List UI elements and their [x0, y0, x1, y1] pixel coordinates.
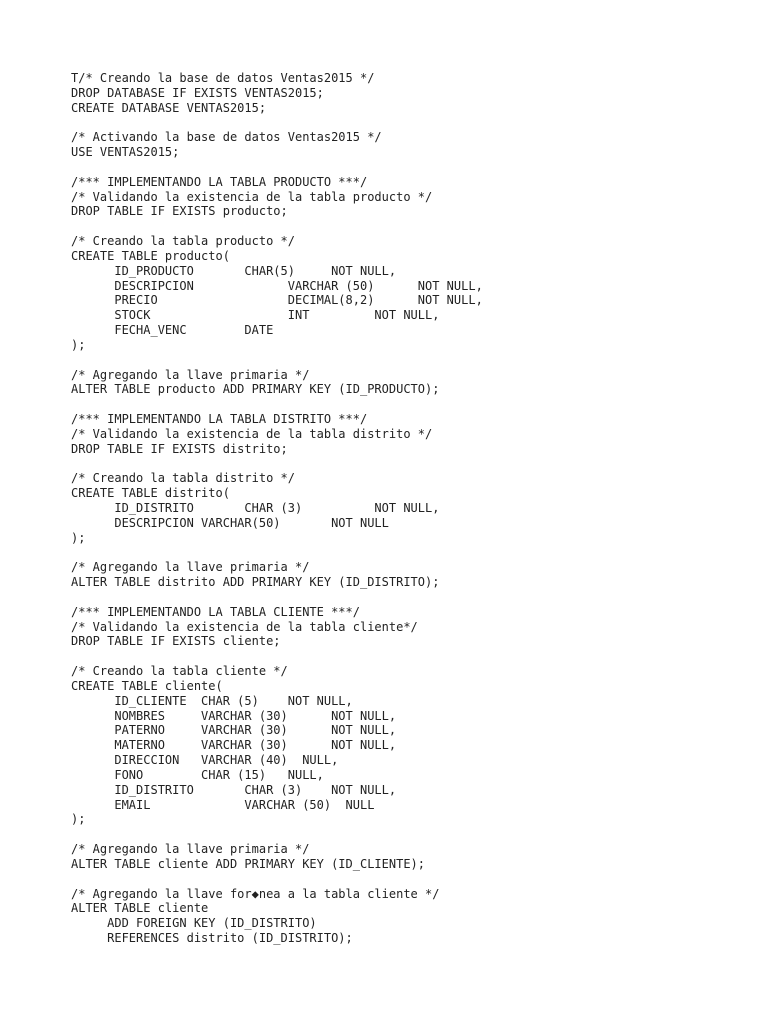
document-page [71, 71, 751, 946]
code-line: PATERNO VARCHAR (30) NOT NULL, [71, 723, 397, 738]
code-line: ALTER TABLE cliente [71, 901, 209, 916]
code-line: ); [71, 337, 86, 352]
code-line: ADD FOREIGN KEY (ID_DISTRITO) [71, 916, 317, 931]
code-line: DIRECCION VARCHAR (40) NULL, [71, 753, 339, 768]
code-line: /*** IMPLEMENTANDO LA TABLA CLIENTE ***/ [71, 604, 360, 619]
code-line: STOCK INT NOT NULL, [71, 308, 440, 323]
code-line: ID_PRODUCTO CHAR(5) NOT NULL, [71, 263, 397, 278]
code-line: /* Agregando la llave primaria */ [71, 560, 310, 575]
code-line: /* Validando la existencia de la tabla cliente*/ [71, 619, 418, 634]
code-line: /* Agregando la llave primaria */ [71, 842, 310, 857]
code-line: PRECIO DECIMAL(8,2) NOT NULL, [71, 293, 483, 308]
code-line: USE VENTAS2015; [71, 145, 180, 160]
code-line: /* Validando la existencia de la tabla producto */ [71, 189, 433, 204]
code-line: /* Agregando la llave primaria */ [71, 367, 310, 382]
code-line: CREATE TABLE cliente( [71, 678, 223, 693]
code-line: /*** IMPLEMENTANDO LA TABLA DISTRITO ***/ [71, 412, 368, 427]
code-line: DESCRIPCION VARCHAR(50) NOT NULL [71, 515, 389, 530]
code-line: REFERENCES distrito (ID_DISTRITO); [71, 931, 353, 946]
sql-script [71, 71, 751, 946]
code-line: /* Creando la tabla distrito */ [71, 471, 295, 486]
code-line: DROP TABLE IF EXISTS cliente; [71, 634, 281, 649]
code-line: DROP TABLE IF EXISTS producto; [71, 204, 288, 219]
code-line: DROP DATABASE IF EXISTS VENTAS2015; [71, 85, 324, 100]
code-line: /*** IMPLEMENTANDO LA TABLA PRODUCTO ***/ [71, 174, 368, 189]
code-line: CREATE TABLE producto( [71, 248, 230, 263]
code-line: ID_DISTRITO CHAR (3) NOT NULL, [71, 782, 397, 797]
code-line: FONO CHAR (15) NULL, [71, 767, 324, 782]
code-line: ); [71, 530, 86, 545]
code-line: ID_DISTRITO CHAR (3) NOT NULL, [71, 501, 440, 516]
code-line: ALTER TABLE producto ADD PRIMARY KEY (ID_PRODUCTO); [71, 382, 440, 397]
code-line: EMAIL VARCHAR (50) NULL [71, 797, 375, 812]
code-line: CREATE DATABASE VENTAS2015; [71, 100, 267, 115]
code-line: ID_CLIENTE CHAR (5) NOT NULL, [71, 693, 353, 708]
code-line: /* Creando la tabla cliente */ [71, 664, 288, 679]
code-line: NOMBRES VARCHAR (30) NOT NULL, [71, 708, 397, 723]
code-line: /* Activando la base de datos Ventas2015 */ [71, 130, 382, 145]
code-line: DROP TABLE IF EXISTS distrito; [71, 441, 288, 456]
code-line: /* Agregando la llave for◆nea a la tabla cliente */ [71, 886, 440, 901]
code-line: T/* Creando la base de datos Ventas2015 */ [71, 71, 375, 85]
code-line: FECHA_VENC DATE [71, 323, 274, 338]
code-line: ALTER TABLE distrito ADD PRIMARY KEY (ID_DISTRITO); [71, 575, 440, 590]
code-line: /* Validando la existencia de la tabla distrito */ [71, 426, 433, 441]
code-line: /* Creando la tabla producto */ [71, 234, 295, 249]
code-line: ALTER TABLE cliente ADD PRIMARY KEY (ID_CLIENTE); [71, 856, 426, 871]
code-line: DESCRIPCION VARCHAR (50) NOT NULL, [71, 278, 483, 293]
code-line: MATERNO VARCHAR (30) NOT NULL, [71, 738, 397, 753]
code-line: CREATE TABLE distrito( [71, 486, 230, 501]
code-line: ); [71, 812, 86, 827]
